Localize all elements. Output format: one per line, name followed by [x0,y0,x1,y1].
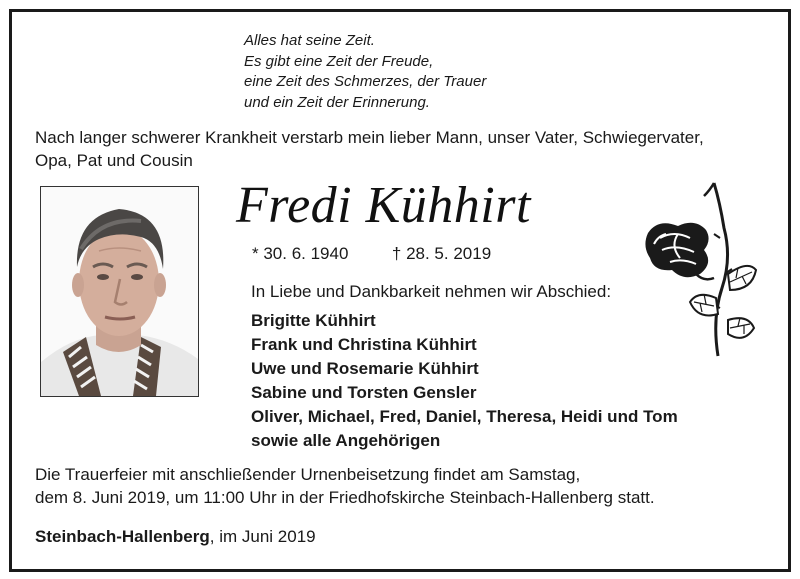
life-dates [252,243,491,265]
poem [244,31,486,113]
intro-text [35,126,775,172]
death-date: † 28. 5. 2019 [391,244,492,263]
mourner-line: sowie alle Angehörigen [251,431,441,450]
poem-line: eine Zeit des Schmerzes, der Trauer [244,73,487,90]
place-town: Steinbach-Hallenberg [35,527,210,546]
portrait-photo [40,186,199,397]
poem-line: Es gibt eine Zeit der Freude, [244,52,434,70]
place-date [35,526,316,548]
birth-date: * 30. 6. 1940 [252,244,349,263]
deceased-name: Fredi Kühhirt [236,177,531,234]
poem-line: und ein Zeit der Erinnerung. [244,93,430,111]
place-date-text: , im Juni 2019 [209,527,316,546]
mourners-list [251,309,678,453]
ceremony-line: dem 8. Juni 2019, um 11:00 Uhr in der Friedhofskirche Steinbach-Hallenberg statt. [35,488,655,507]
poem-line: Alles hat seine Zeit. [244,32,375,49]
ceremony-line: Die Trauerfeier mit anschließender Urnenbeisetzung findet am Samstag, [35,465,581,484]
ceremony-notice [35,463,655,509]
mourner-line: Sabine und Torsten Gensler [251,383,477,402]
intro-line: Nach langer schwerer Krankheit verstarb mein lieber Mann, unser Vater, Schwiegervater, [35,128,704,147]
mourner-line: Uwe und Rosemarie Kühhirt [251,359,479,378]
farewell-text: In Liebe und Dankbarkeit nehmen wir Abschied: [251,282,612,301]
intro-line: Opa, Pat und Cousin [35,151,193,170]
mourner-line: Oliver, Michael, Fred, Daniel, Theresa, Heidi und Tom [251,407,678,426]
mourner-line: Frank und Christina Kühhirt [251,335,477,354]
mourner-line: Brigitte Kühhirt [251,311,376,330]
portrait-image [41,187,198,396]
